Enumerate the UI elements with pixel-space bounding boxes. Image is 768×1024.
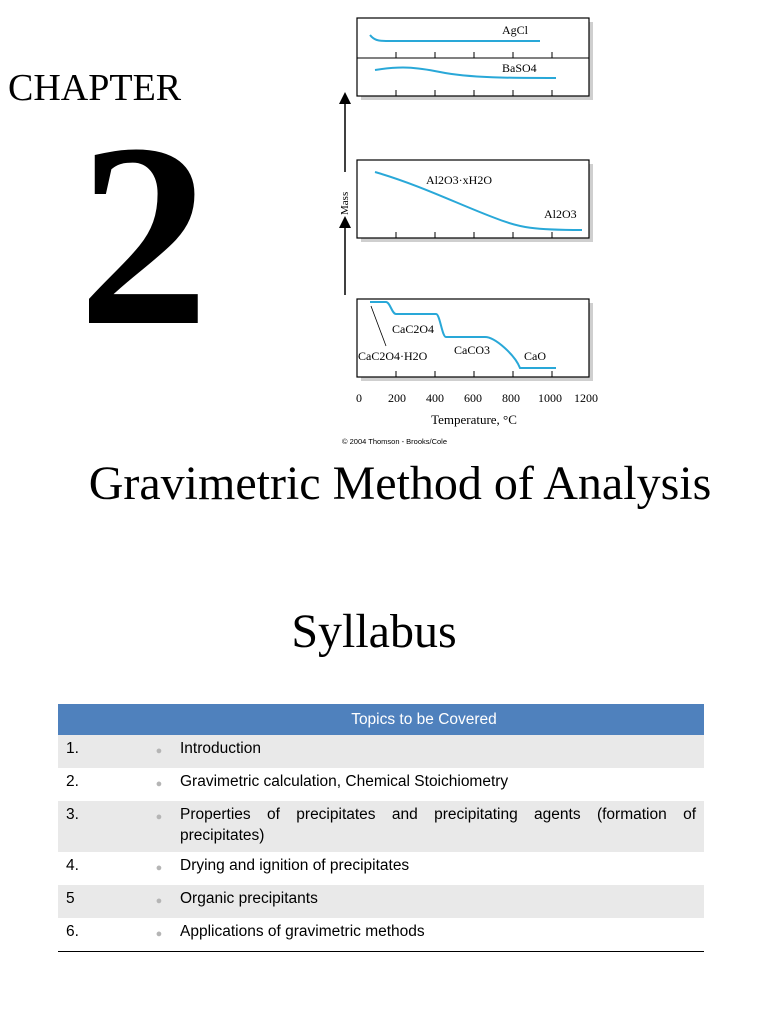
- thermogravimetric-figure: [320, 10, 620, 450]
- figure-copyright: © 2004 Thomson - Brooks/Cole: [342, 437, 448, 446]
- table-row: [58, 801, 704, 852]
- x-tick: 600: [464, 391, 482, 405]
- table-row: [58, 918, 704, 952]
- bullet-icon: ●: [144, 885, 174, 918]
- agcl-label: AgCl: [502, 23, 529, 37]
- row-number: 4.: [66, 857, 79, 874]
- bullet-icon: ●: [155, 778, 163, 790]
- row-topic: Organic precipitants: [174, 885, 704, 918]
- page-title: Gravimetric Method of Analysis: [88, 457, 712, 510]
- mass-axis-label: Mass: [339, 191, 351, 215]
- panel-middle: [357, 160, 593, 242]
- row-topic: Properties of precipitates and precipitating agents (formation of precipitates): [174, 801, 704, 852]
- cao-label: CaO: [524, 349, 546, 363]
- chapter-number: 2: [78, 90, 205, 380]
- row-topic: Applications of gravimetric methods: [174, 918, 704, 952]
- x-tick: 0: [356, 391, 362, 405]
- row-topic: Gravimetric calculation, Chemical Stoichiometry: [180, 773, 509, 790]
- bullet-icon: ●: [144, 735, 174, 768]
- baso4-label: BaSO4: [502, 61, 537, 75]
- table-row: [58, 735, 704, 768]
- alumina-label: Al2O3: [544, 207, 577, 221]
- row-number: 3.: [58, 801, 144, 852]
- panel-bottom: [357, 299, 593, 381]
- x-tick: 200: [388, 391, 406, 405]
- alumina-hydrate-label: Al2O3·xH2O: [426, 173, 492, 187]
- bullet-icon: ●: [144, 918, 174, 952]
- syllabus-heading: Syllabus: [291, 605, 457, 658]
- cac2o4-label: CaC2O4: [392, 322, 434, 336]
- row-topic: Introduction: [174, 735, 704, 768]
- row-number: 2.: [66, 773, 79, 790]
- cac2o4-hydrate-label: CaC2O4·H2O: [358, 349, 428, 363]
- x-tick: 1200: [574, 391, 598, 405]
- x-axis-label: Temperature, °C: [431, 412, 517, 427]
- bullet-icon: ●: [155, 862, 163, 874]
- bullet-icon: ●: [144, 801, 174, 852]
- row-number: 6.: [58, 918, 144, 952]
- table-row: [58, 768, 704, 801]
- row-number: 1.: [58, 735, 144, 768]
- panel-top: [357, 18, 593, 100]
- x-tick: 800: [502, 391, 520, 405]
- topics-table: [58, 704, 704, 952]
- table-header: Topics to be Covered: [58, 704, 704, 735]
- x-tick: 400: [426, 391, 444, 405]
- chapter-label: CHAPTER: [8, 67, 182, 109]
- row-number: 5: [58, 885, 144, 918]
- caco3-label: CaCO3: [454, 343, 490, 357]
- row-topic: Drying and ignition of precipitates: [180, 857, 410, 874]
- table-row: [58, 852, 704, 885]
- table-row: [58, 885, 704, 918]
- x-tick: 1000: [538, 391, 562, 405]
